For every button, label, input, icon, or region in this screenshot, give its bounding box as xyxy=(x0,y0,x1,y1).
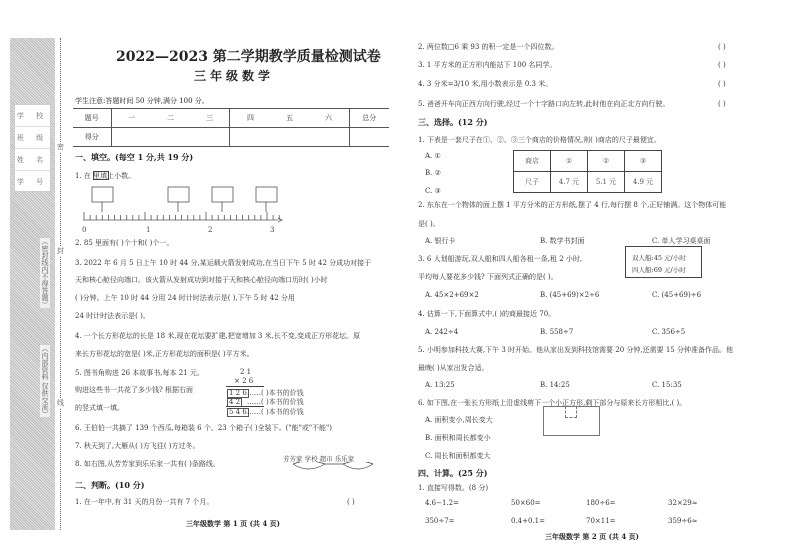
exam-title: 2022—2023 第二学期教学质量检测试卷 xyxy=(116,49,381,65)
table-cell: ① xyxy=(551,151,588,172)
table-cell: 4.9 元 xyxy=(625,172,662,193)
place-label: 学校 xyxy=(304,455,318,463)
answer-box[interactable] xyxy=(212,187,233,202)
calc-blank: ……( )本书的价钱 xyxy=(247,408,304,416)
exam-subtitle: 三年级数学 xyxy=(194,69,275,83)
table-cell: 尺子 xyxy=(514,172,551,193)
option[interactable]: B. ② xyxy=(425,169,441,177)
calc-item: 4.6−1.2= xyxy=(425,499,459,507)
judge-answer[interactable]: ( ) xyxy=(718,80,726,88)
tick-label: 0 xyxy=(82,226,87,234)
answer-box-icon xyxy=(93,171,109,180)
option[interactable]: B. (45+69)×2÷6 xyxy=(540,291,600,299)
header-cell: 五 xyxy=(271,109,309,128)
tick-label: 1 xyxy=(146,226,151,234)
calc-item: 70×11= xyxy=(586,517,616,525)
judge-2: 2. 两位数□6 乘 93 的积一定是一个四位数。 xyxy=(418,43,559,51)
table-cell: ③ xyxy=(625,151,662,172)
score-cell[interactable] xyxy=(230,128,349,147)
answer-box[interactable] xyxy=(256,187,277,202)
option[interactable]: B. 14:25 xyxy=(540,381,570,389)
score-label: 得分 xyxy=(73,128,111,147)
route-curves xyxy=(283,462,378,474)
school-field[interactable]: 学 校 xyxy=(15,105,50,127)
section-3-title: 三、选择。(12 分) xyxy=(418,117,488,127)
score-cell[interactable] xyxy=(111,128,230,147)
q1-3-line: 3. 2022 年 6 月 5 日上午 10 时 44 分,某运载火箭发射成功,在当日下午 5 时 42 分成功对接于 xyxy=(75,259,372,267)
choice-6: 6. 如下图,在一张长方形纸上沿虚线剪下一个小正方形,剩下部分与原来长方形相比,( )。 xyxy=(418,399,687,407)
q1-8: 8. 如右图,从芳芳家到乐乐家一共有( )条路线。 xyxy=(75,460,220,468)
choice-5-line: 5. 小明参加科技大赛,下午 3 时开始。他从家出发到科技馆需要 20 分钟,还需要 15 分钟准备作品。他 xyxy=(418,346,733,354)
table-cell: ② xyxy=(588,151,625,172)
calc-partial: 4 2 xyxy=(229,398,241,406)
judge-answer[interactable]: ( ) xyxy=(718,61,726,69)
q1-3-line: 24 时计时法表示是( )。 xyxy=(75,312,150,320)
tick-label: 3 xyxy=(270,226,275,234)
judge-1: 1. 在一年中,有 31 天的月份一共有 7 个月。 xyxy=(75,498,214,506)
seal-char: 封 xyxy=(57,247,64,255)
place-label: 乐乐家 xyxy=(334,455,355,463)
q1-5-line: 的竖式填一填。 xyxy=(75,404,124,412)
option[interactable]: B. 558÷7 xyxy=(540,328,574,336)
table-cell: 5.1 元 xyxy=(588,172,625,193)
calc-1: 1. 直接写得数。(8 分) xyxy=(418,484,489,492)
student-info-box xyxy=(14,104,51,192)
q1-5-line: 购进这些书一共花了多少钱? 根据右面 xyxy=(75,386,193,394)
option[interactable]: A. 242÷4 xyxy=(425,328,459,336)
calc-blank: ……( )本书的价钱 xyxy=(247,398,304,406)
seal-char: 密 xyxy=(57,143,64,151)
cut-square-figure xyxy=(565,406,577,418)
table-cell: 4.7 元 xyxy=(551,172,588,193)
class-field[interactable]: 班 级 xyxy=(15,127,50,149)
option[interactable]: C. ③ xyxy=(425,187,441,195)
calc-partial: 1 2 6 xyxy=(229,389,247,397)
internal-note: （内部资料 仅供交流） xyxy=(41,345,49,418)
option[interactable]: C. 15:35 xyxy=(652,381,682,389)
option[interactable]: C. 356÷5 xyxy=(652,328,686,336)
calc-product: 5 4 6 xyxy=(229,408,247,416)
choice-3-line: 平均每人要花多少钱? 下面列式正确的是( )。 xyxy=(418,273,558,281)
shop-price-table xyxy=(513,150,662,193)
answer-box[interactable] xyxy=(168,187,189,202)
calc-item: 350÷7= xyxy=(425,517,455,525)
seal-note: （密封线内不得答题） xyxy=(41,238,49,308)
q1-4-line: 4. 一个长方形花坛的长是 18 米,现在花坛要扩建,把宽增加 3 米,长不变,变成正方形花坛。原 xyxy=(75,332,361,340)
choice-3-line: 3. 6 人划船游玩,双人船和四人船各租一条,租 2 小时, xyxy=(418,255,583,263)
judge-answer[interactable]: ( ) xyxy=(347,498,355,506)
q1-5-line: 5. 图书角购进 26 本故事书,每本 21 元。 xyxy=(75,369,204,377)
calc-blank: ……( )本书的价钱 xyxy=(247,389,304,397)
page-footer: 三年级数学 第 1 页 (共 4 页) xyxy=(186,519,280,528)
judge-3: 3. 1 平方米的正方形内能站下 100 名同学。 xyxy=(418,61,557,69)
notice: 学生注意:答题时间 50 分钟,满分 100 分。 xyxy=(75,97,209,105)
seal-line xyxy=(60,38,61,530)
q1-7: 7. 秋天到了,大雁从( )方飞往( )方过冬。 xyxy=(75,442,200,450)
choice-2-line: 是( )。 xyxy=(418,220,440,228)
header-cell: 题号 xyxy=(73,109,111,128)
seal-char: 线 xyxy=(57,399,64,407)
student-number-field[interactable]: 学 号 xyxy=(16,178,49,186)
choice-2-line: 2. 东东在一个物体的面上摆 1 平方分米的正方形纸,摆了 4 行,每行摆 8 个,正好铺满。这个物体可能 xyxy=(418,201,727,209)
name-field[interactable]: 姓 名 xyxy=(15,149,50,171)
boat-price-box xyxy=(625,246,702,278)
section-4-title: 四、计算。(25 分) xyxy=(418,468,488,478)
calc-item: 359÷6≈ xyxy=(668,517,698,525)
score-cell[interactable] xyxy=(349,128,389,147)
option[interactable]: A. 面积变小,周长变大 xyxy=(425,416,493,424)
number-line xyxy=(78,186,308,234)
option[interactable]: A. 13:25 xyxy=(425,381,455,389)
choice-4: 4. 估算一下,下面算式中,( )的商最接近 70。 xyxy=(418,310,556,318)
calc-item: 0.4+0.1= xyxy=(511,517,545,525)
section-2-title: 二、判断。(10 分) xyxy=(75,480,145,490)
option[interactable]: A. 银行卡 xyxy=(425,237,456,245)
judge-answer[interactable]: ( ) xyxy=(718,100,726,108)
place-label: 芳芳家 xyxy=(283,455,303,463)
choice-1: 1. 下表是一套尺子在①、②、③三个商店的价格情况,则( )商店的尺子最便宜。 xyxy=(418,136,661,144)
calc-item: 32×29≈ xyxy=(668,499,698,507)
calc-item: 50×60= xyxy=(511,499,541,507)
option[interactable]: C. 单人学习桌桌面 xyxy=(652,237,711,245)
option[interactable]: C. 周长和面积都变大 xyxy=(425,452,491,460)
q1-1: 1. 在 里填上小数。 xyxy=(75,172,136,180)
tick-label: 2 xyxy=(208,226,213,234)
option[interactable]: B. 数学书封面 xyxy=(540,237,585,245)
judge-4: 4. 3 分米=3/10 米,用小数表示是 0.3 米。 xyxy=(418,80,553,88)
header-cell: 三 xyxy=(189,109,230,128)
answer-box[interactable] xyxy=(92,187,113,202)
score-table xyxy=(73,108,389,147)
header-cell: 六 xyxy=(308,109,349,128)
judge-5: 5. 爸爸开车向正西方向行驶,经过一个十字路口向左转,此时他在向正北方向行驶。 xyxy=(418,100,670,108)
place-label: 超市 xyxy=(319,455,333,463)
calc-number: × 2 6 xyxy=(234,377,254,385)
table-cell: 商店 xyxy=(514,151,551,172)
judge-answer[interactable]: ( ) xyxy=(718,43,726,51)
choice-5-line: 最晚( )从家出发合适。 xyxy=(418,364,489,372)
price-line: 四人船:69 元/小时 xyxy=(632,266,686,274)
page-footer: 三年级数学 第 2 页 (共 4 页) xyxy=(545,532,639,541)
option[interactable]: B. 面积和周长都变小 xyxy=(425,434,491,442)
calc-number: 2 1 xyxy=(240,368,252,376)
header-cell: 总分 xyxy=(349,109,389,128)
header-cell: 四 xyxy=(230,109,271,128)
header-cell: 二 xyxy=(152,109,190,128)
option[interactable]: C. (45+69)÷6 xyxy=(652,291,702,299)
q1-2: 2. 85 里面有( )个十和( )个一。 xyxy=(75,239,174,247)
header-cell: 一 xyxy=(111,109,152,128)
q1-3-line: 天和核心舱径向端口。该火箭从发射成功到对接于天和核心舱径向端口历时( )小时 xyxy=(75,276,328,284)
q1-3-line: ( )分钟。上午 10 时 44 分用 24 时计时法表示是( ),下午 5 时 42 分用 xyxy=(75,294,295,302)
option[interactable]: A. 45×2+69×2 xyxy=(425,291,479,299)
option[interactable]: A. ① xyxy=(425,152,441,160)
calc-item: 180÷6= xyxy=(586,499,616,507)
q1-4-line: 来长方形花坛的宽是( )米,正方形花坛的面积是( )平方米。 xyxy=(75,350,254,358)
q1-6: 6. 王伯伯一共摘了 139 个西瓜,每箱装 6 个。23 个箱子( )全装下。("能"或"不能") xyxy=(75,424,333,432)
price-line: 双人船:45 元/小时 xyxy=(632,254,686,262)
section-1-title: 一、填空。(每空 1 分,共 19 分) xyxy=(75,152,194,162)
